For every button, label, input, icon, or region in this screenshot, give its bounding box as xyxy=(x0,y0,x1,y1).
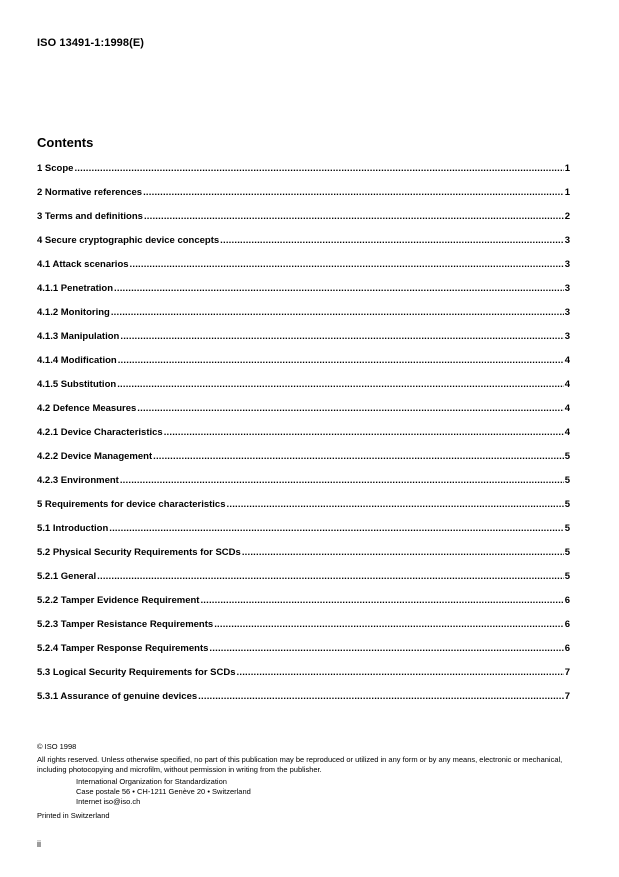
toc-entry-title: 1 Scope xyxy=(37,163,74,174)
contents-heading: Contents xyxy=(37,135,94,150)
toc-entry-title: 5.2.1 General xyxy=(37,571,97,582)
toc-dot-leader xyxy=(227,499,564,510)
toc-entry[interactable] xyxy=(37,643,570,667)
toc-entry-page: 4 xyxy=(564,379,570,390)
toc-entry-title: 5.3.1 Assurance of genuine devices xyxy=(37,691,198,702)
toc-entry-page: 7 xyxy=(564,667,570,678)
toc-dot-leader xyxy=(137,403,563,414)
printed-location: Printed in Switzerland xyxy=(37,811,110,820)
toc-dot-leader xyxy=(242,547,564,558)
toc-entry[interactable] xyxy=(37,331,570,355)
toc-dot-leader xyxy=(200,595,563,606)
toc-dot-leader xyxy=(153,451,564,462)
toc-dot-leader xyxy=(144,211,564,222)
rights-statement: All rights reserved. Unless otherwise specified, no part of this publication may be reproduced or utilized in any form or by any means, electronic or mechanical, including photocopying and microfilm, without permission in writing from the publisher. xyxy=(37,755,563,774)
toc-entry-page: 7 xyxy=(564,691,570,702)
toc-entry-title: 4.1.2 Monitoring xyxy=(37,307,110,318)
toc-entry-title: 4.1.3 Manipulation xyxy=(37,331,120,342)
toc-entry-title: 4.2 Defence Measures xyxy=(37,403,137,414)
copyright-footer xyxy=(37,742,577,821)
organization-name: International Organization for Standardization xyxy=(76,777,227,786)
organization-internet: Internet iso@iso.ch xyxy=(76,797,141,806)
toc-dot-leader xyxy=(164,427,564,438)
toc-entry[interactable] xyxy=(37,667,570,691)
copyright-notice: © ISO 1998 xyxy=(37,742,77,751)
toc-entry-title: 4.2.3 Environment xyxy=(37,475,119,486)
toc-dot-leader xyxy=(114,283,564,294)
toc-entry-page: 4 xyxy=(564,355,570,366)
toc-entry-page: 1 xyxy=(564,163,570,174)
toc-entry[interactable] xyxy=(37,523,570,547)
toc-entry[interactable] xyxy=(37,595,570,619)
toc-dot-leader xyxy=(111,307,564,318)
toc-entry[interactable] xyxy=(37,163,570,187)
toc-dot-leader xyxy=(198,691,564,702)
toc-entry-title: 5 Requirements for device characteristics xyxy=(37,499,226,510)
toc-entry-page: 6 xyxy=(564,595,570,606)
toc-entry-title: 5.2.4 Tamper Response Requirements xyxy=(37,643,209,654)
toc-entry-title: 4.1.5 Substitution xyxy=(37,379,117,390)
toc-dot-leader xyxy=(118,355,564,366)
toc-entry-page: 4 xyxy=(564,403,570,414)
toc-entry-page: 3 xyxy=(564,259,570,270)
toc-entry-title: 4 Secure cryptographic device concepts xyxy=(37,235,220,246)
toc-entry-page: 5 xyxy=(564,547,570,558)
toc-entry-page: 2 xyxy=(564,211,570,222)
toc-entry[interactable] xyxy=(37,499,570,523)
toc-entry-title: 4.1.4 Modification xyxy=(37,355,117,366)
toc-dot-leader xyxy=(220,235,564,246)
toc-entry-page: 3 xyxy=(564,235,570,246)
organization-address: Case postale 56 • CH-1211 Genève 20 • Switzerland xyxy=(76,787,251,796)
toc-entry-page: 5 xyxy=(564,523,570,534)
toc-entry-page: 3 xyxy=(564,283,570,294)
page-number: ii xyxy=(37,839,41,849)
toc-entry[interactable] xyxy=(37,547,570,571)
toc-entry-page: 6 xyxy=(564,643,570,654)
toc-dot-leader xyxy=(143,187,564,198)
toc-entry[interactable] xyxy=(37,355,570,379)
toc-entry-title: 5.1 Introduction xyxy=(37,523,109,534)
toc-entry[interactable] xyxy=(37,187,570,211)
toc-entry-page: 5 xyxy=(564,451,570,462)
toc-entry[interactable] xyxy=(37,307,570,331)
toc-entry[interactable] xyxy=(37,475,570,499)
toc-entry[interactable] xyxy=(37,379,570,403)
toc-entry-title: 4.2.2 Device Management xyxy=(37,451,153,462)
toc-dot-leader xyxy=(237,667,564,678)
toc-dot-leader xyxy=(74,163,563,174)
toc-entry-title: 4.1 Attack scenarios xyxy=(37,259,129,270)
toc-entry-page: 5 xyxy=(564,499,570,510)
toc-entry-page: 4 xyxy=(564,427,570,438)
toc-dot-leader xyxy=(120,331,563,342)
toc-dot-leader xyxy=(209,643,563,654)
toc-entry[interactable] xyxy=(37,451,570,475)
toc-dot-leader xyxy=(120,475,564,486)
table-of-contents xyxy=(37,163,570,715)
toc-entry[interactable] xyxy=(37,283,570,307)
toc-entry-title: 2 Normative references xyxy=(37,187,143,198)
toc-entry-page: 5 xyxy=(564,571,570,582)
toc-dot-leader xyxy=(117,379,564,390)
toc-entry-title: 5.2.2 Tamper Evidence Requirement xyxy=(37,595,200,606)
toc-dot-leader xyxy=(130,259,564,270)
toc-entry-page: 5 xyxy=(564,475,570,486)
toc-entry-title: 4.1.1 Penetration xyxy=(37,283,114,294)
toc-entry-title: 3 Terms and definitions xyxy=(37,211,143,222)
toc-entry-page: 3 xyxy=(564,307,570,318)
toc-entry[interactable] xyxy=(37,403,570,427)
toc-entry[interactable] xyxy=(37,571,570,595)
toc-entry-page: 1 xyxy=(564,187,570,198)
toc-entry[interactable] xyxy=(37,619,570,643)
toc-entry-page: 3 xyxy=(564,331,570,342)
toc-entry[interactable] xyxy=(37,235,570,259)
toc-entry-title: 4.2.1 Device Characteristics xyxy=(37,427,163,438)
toc-entry-page: 6 xyxy=(564,619,570,630)
toc-dot-leader xyxy=(109,523,563,534)
toc-entry[interactable] xyxy=(37,211,570,235)
toc-entry-title: 5.2 Physical Security Requirements for SCDs xyxy=(37,547,241,558)
toc-entry[interactable] xyxy=(37,259,570,283)
toc-dot-leader xyxy=(214,619,564,630)
toc-entry-title: 5.2.3 Tamper Resistance Requirements xyxy=(37,619,214,630)
toc-entry[interactable] xyxy=(37,691,570,715)
toc-entry[interactable] xyxy=(37,427,570,451)
document-id-header: ISO 13491-1:1998(E) xyxy=(37,37,145,49)
toc-entry-title: 5.3 Logical Security Requirements for SCDs xyxy=(37,667,236,678)
toc-dot-leader xyxy=(97,571,564,582)
